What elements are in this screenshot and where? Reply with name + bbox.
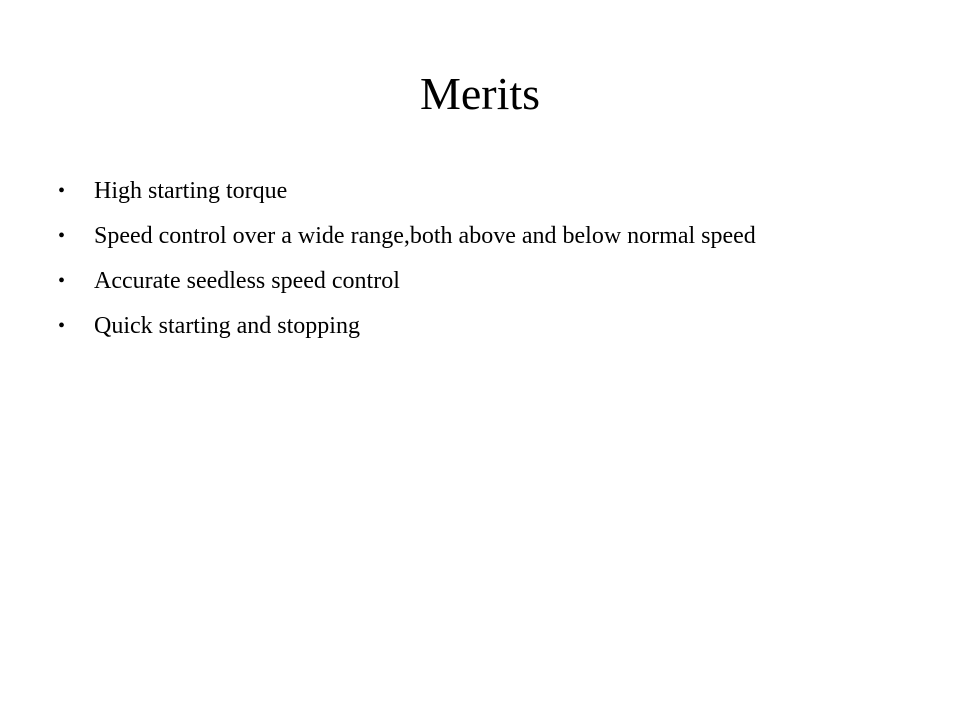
- slide-title: Merits: [419, 68, 541, 119]
- list-item: [56, 311, 886, 342]
- bullet-icon: •: [58, 180, 66, 202]
- bullet-text: Quick starting and stopping: [94, 313, 360, 339]
- list-item: [56, 221, 886, 252]
- bullet-icon: •: [58, 315, 66, 337]
- list-item: [56, 266, 886, 297]
- bullet-list: [56, 176, 886, 356]
- bullet-icon: •: [58, 225, 66, 247]
- bullet-text: Accurate seedless speed control: [94, 268, 400, 294]
- list-item: [56, 176, 886, 207]
- bullet-text: Speed control over a wide range,both above and below normal speed: [94, 223, 756, 249]
- bullet-text: High starting torque: [94, 178, 288, 204]
- bullet-icon: •: [58, 270, 66, 292]
